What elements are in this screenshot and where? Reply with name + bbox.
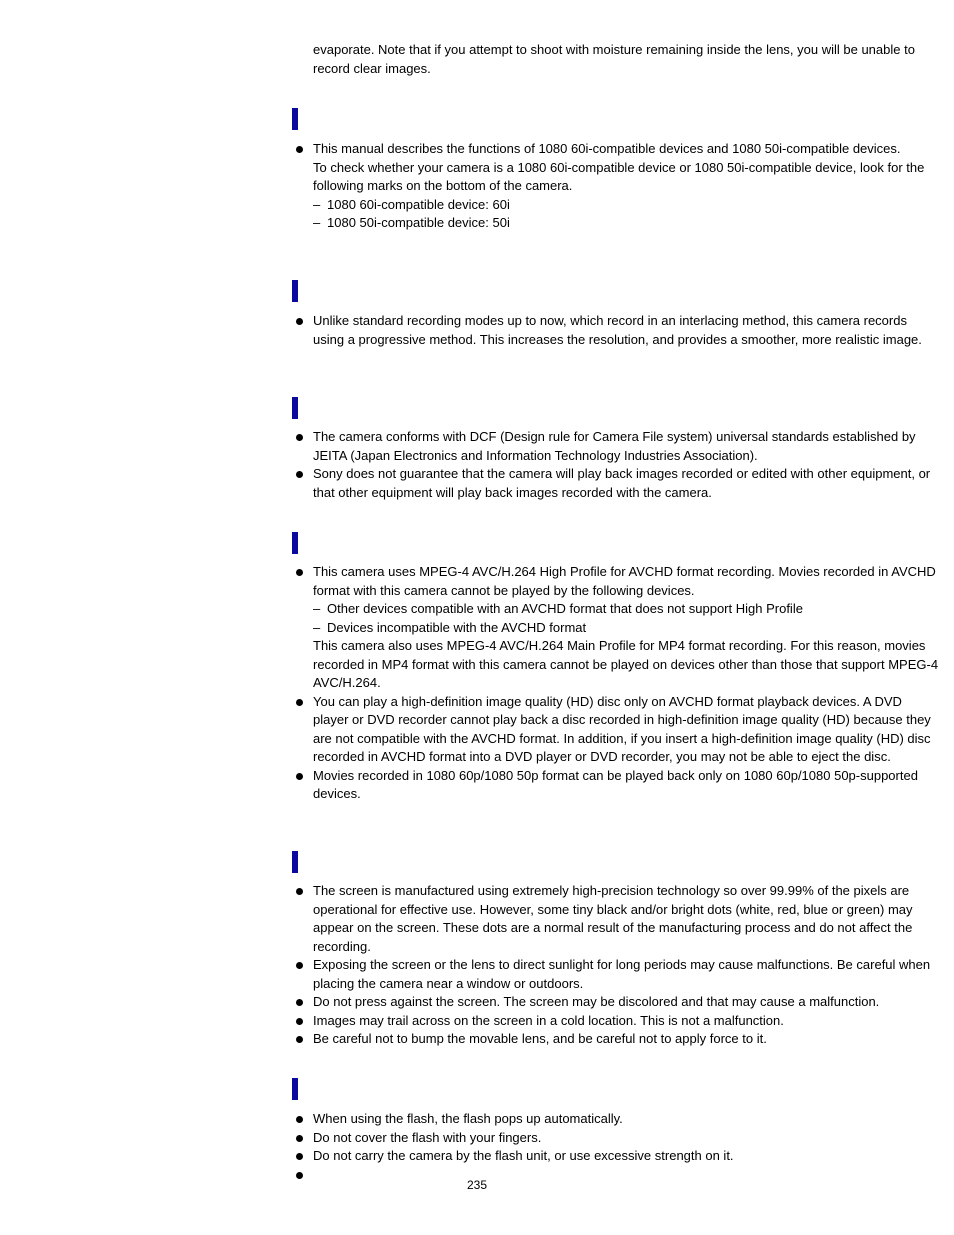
list-item: Movies recorded in 1080 60p/1080 50p format can be played back only on 1080 60p/1080 50p-supported devices. xyxy=(292,767,940,804)
bullet-icon xyxy=(296,1153,303,1160)
section-4-list xyxy=(292,563,940,804)
bullet-icon xyxy=(296,318,303,325)
bullet-icon xyxy=(296,471,303,478)
section-5-list xyxy=(292,882,940,1049)
section-marker-2 xyxy=(292,280,298,302)
list-item: Sony does not guarantee that the camera will play back images recorded or edited with other equipment, or that other equipment will play back images recorded with the camera. xyxy=(292,465,940,502)
list-item: The screen is manufactured using extremely high-precision technology so over 99.99% of the pixels are operational for effective use. However, some tiny black and/or bright dots (white, red, blue or green) may appear on the screen. These dots are a normal result of the manufacturing process and do not affect the recording. xyxy=(292,882,940,956)
list-item: You can play a high-definition image quality (HD) disc only on AVCHD format playback devices. A DVD player or DVD recorder cannot play back a disc recorded in high-definition image quality (HD) because they are not compatible with the AVCHD format. In addition, if you insert a high-definition image quality (HD) disc recorded in AVCHD format into a DVD player or DVD recorder, you may not be able to eject the disc. xyxy=(292,693,940,767)
list-item: This manual describes the functions of 1080 60i-compatible devices and 1080 50i-compatible devices. To check whether your camera is a 1080 60i-compatible device or 1080 50i-compatible device, look for the following marks on the bottom of the camera. – 1080 60i-compatible device: 60i – 1080 50i-compatible device: 50i xyxy=(292,140,940,233)
list-item: Do not carry the camera by the flash unit, or use excessive strength on it. xyxy=(292,1147,940,1166)
list-item: The camera conforms with DCF (Design rule for Camera File system) universal standards established by JEITA (Japan Electronics and Information Technology Industries Association). xyxy=(292,428,940,465)
section-2-list xyxy=(292,312,940,349)
section-marker-4 xyxy=(292,532,298,554)
section-marker-1 xyxy=(292,108,298,130)
section-marker-6 xyxy=(292,1078,298,1100)
section-1-list xyxy=(292,140,940,233)
list-item: Be careful not to bump the movable lens, and be careful not to apply force to it. xyxy=(292,1030,940,1049)
list-item: This camera uses MPEG-4 AVC/H.264 High Profile for AVCHD format recording. Movies recorded in AVCHD format with this camera cannot be played by the following devices. – Other devices compatible with an AVCHD format that does not support High Profile – Devices incompatible with the AVCHD format This camera also uses MPEG-4 AVC/H.264 Main Profile for MP4 format recording. For this reason, movies recorded in MP4 format with this camera cannot be played on devices other than those that support MPEG-4 AVC/H.264. xyxy=(292,563,940,693)
bullet-icon xyxy=(296,962,303,969)
bullet-icon xyxy=(296,569,303,576)
section-marker-5 xyxy=(292,851,298,873)
dash-item: – Other devices compatible with an AVCHD format that does not support High Profile xyxy=(313,601,803,616)
section-marker-3 xyxy=(292,397,298,419)
section-3-list xyxy=(292,428,940,502)
bullet-icon xyxy=(296,434,303,441)
dash-item: – 1080 50i-compatible device: 50i xyxy=(313,215,510,230)
list-item: Do not cover the flash with your fingers. xyxy=(292,1129,940,1148)
dash-item: – 1080 60i-compatible device: 60i xyxy=(313,196,510,212)
page-number: 235 xyxy=(466,1178,488,1192)
bullet-icon xyxy=(296,999,303,1006)
bullet-icon xyxy=(296,888,303,895)
bullet-icon xyxy=(296,1018,303,1025)
intro-paragraph: evaporate. Note that if you attempt to shoot with moisture remaining inside the lens, you will be unable to record clear images. xyxy=(313,42,915,76)
bullet-icon xyxy=(296,699,303,706)
section-6-list xyxy=(292,1110,940,1184)
bullet-icon xyxy=(296,1135,303,1142)
list-item: When using the flash, the flash pops up automatically. xyxy=(292,1110,940,1129)
list-item: Images may trail across on the screen in a cold location. This is not a malfunction. xyxy=(292,1012,940,1031)
list-item: Unlike standard recording modes up to now, which record in an interlacing method, this camera records using a progressive method. This increases the resolution, and provides a smoother, more realistic image. xyxy=(292,312,940,349)
bullet-icon xyxy=(296,773,303,780)
list-item: Do not press against the screen. The screen may be discolored and that may cause a malfunction. xyxy=(292,993,940,1012)
bullet-icon xyxy=(296,146,303,153)
dash-item: – Devices incompatible with the AVCHD format xyxy=(313,619,587,635)
list-item: Exposing the screen or the lens to direct sunlight for long periods may cause malfunctions. Be careful when placing the camera near a window or outdoors. xyxy=(292,956,940,993)
bullet-icon xyxy=(296,1116,303,1123)
bullet-icon xyxy=(296,1036,303,1043)
